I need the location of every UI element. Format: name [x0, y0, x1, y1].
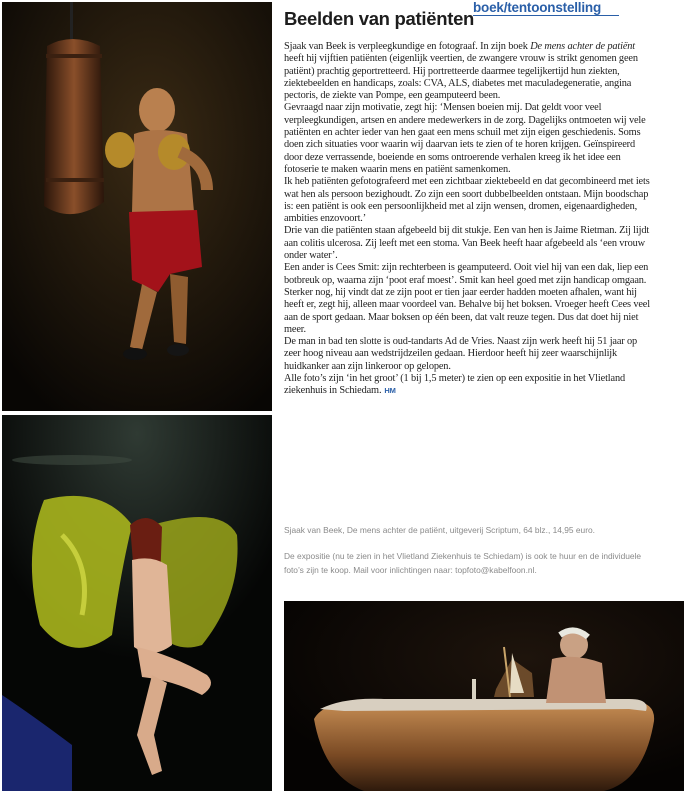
underwater-woman-photo — [2, 415, 272, 791]
boxer-photo — [2, 2, 272, 411]
paragraph-text: Sjaak van Beek is verpleegkundige en fotograaf. In zijn boek — [284, 41, 531, 52]
book-info-caption: Sjaak van Beek, De mens achter de patiënt, uitgeverij Scriptum, 64 blz., 14,95 euro. — [284, 525, 595, 535]
article-paragraph — [284, 373, 650, 398]
exhibition-info-caption: De expositie (nu te zien in het Vlietland Ziekenhuis te Schiedam) is ook te huur en de individuele foto’s zijn te koop. Mail voor inlichtingen naar: topfoto@kabelfoon.nl. — [284, 551, 642, 575]
man-in-bath-photo — [284, 601, 684, 791]
paragraph-text: heeft hij vijftien patiënten (eigenlijk veertien, de zwangere vrouw is strikt genomen geen patiënt) prachtig geportretteerd. Hij portretteerde daarmee tegelijkertijd hun ziekten, ziektebeelden en handicaps, zoals: CVA, ALS, diabetes met maculadegeneratie, angina pectoris, de ziekte van Pompe, een geamputeerd been. — [284, 53, 638, 102]
paragraph-text: Alle foto’s zijn ‘in het groot’ (1 bij 1,5 meter) te zien op een expositie in het Vlietland ziekenhuis in Schiedam. — [284, 373, 626, 397]
section-rule — [473, 15, 619, 16]
article-paragraph: Drie van die patiënten staan afgebeeld bij dit stukje. Een van hen is Jaime Rietman. Zij lijdt aan colitis ulcerosa. Zij leeft met een stoma. Van Beek heeft haar afgebeeld als ‘een vrouw onder water’. — [284, 225, 650, 262]
article-paragraph: Gevraagd naar zijn motivatie, zegt hij: ‘Mensen boeien mij. Dat geldt voor veel verpleegkundigen, artsen en andere medewerkers in de zorg. Dagelijks ontmoeten wij vele patiënten en achter ieder van hen gaat een mens schuil met zijn eigen geschiedenis. Soms doen zich situaties voor waarin wij daarvan iets te zien of te horen krijgen. Geïnspireerd door deze verrassende, boeiende en soms ontroerende verhalen kreeg ik het idee een fotoserie te maken waarin mens en patiënt samenkomen. — [284, 102, 646, 175]
article-paragraph: Een ander is Cees Smit: zijn rechterbeen is geamputeerd. Ooit viel hij van een dak, liep een botbreuk op, waarna zijn ‘poot eraf moest’. Smit kan heel goed met zijn handicap omgaan. Sterker nog, hij vindt dat ze zijn poot er tien jaar eerder hadden moeten afhalen, want hij heeft er, zegt hij, alleen maar voordeel van. Behalve bij het boksen. Vroeger heeft Cees veel aan de sport gedaan. Maar boksen op één been, dat valt reuze tegen. Dus dat doet hij niet meer. — [284, 262, 650, 335]
author-initials: HM — [384, 386, 396, 396]
book-title: De mens achter de patiënt — [530, 41, 636, 52]
article-paragraph — [284, 41, 650, 102]
article-body — [284, 41, 650, 398]
section-label: boek/tentoonstelling — [473, 0, 602, 15]
article-headline: Beelden van patiënten — [284, 8, 475, 29]
article-paragraph: De man in bad ten slotte is oud-tandarts Ad de Vries. Naast zijn werk heeft hij 51 jaar op zeer hoog niveau aan wedstrijdzeilen gedaan. Hierdoor heeft hij zeer waarschijnlijk huidkanker aan zijn linkeroor op gelopen. — [284, 336, 638, 372]
article-paragraph: Ik heb patiënten gefotografeerd met een zichtbaar ziektebeeld en dat gecombineerd met iets wat hen als persoon bezighoudt. Zo zijn een soort dubbelbeelden ontstaan. Mijn boodschap is: een patiënt is ook een persoonlijkheid met al zijn wensen, dromen, eigenaardigheden, ambities enzovoort.’ — [284, 176, 650, 225]
